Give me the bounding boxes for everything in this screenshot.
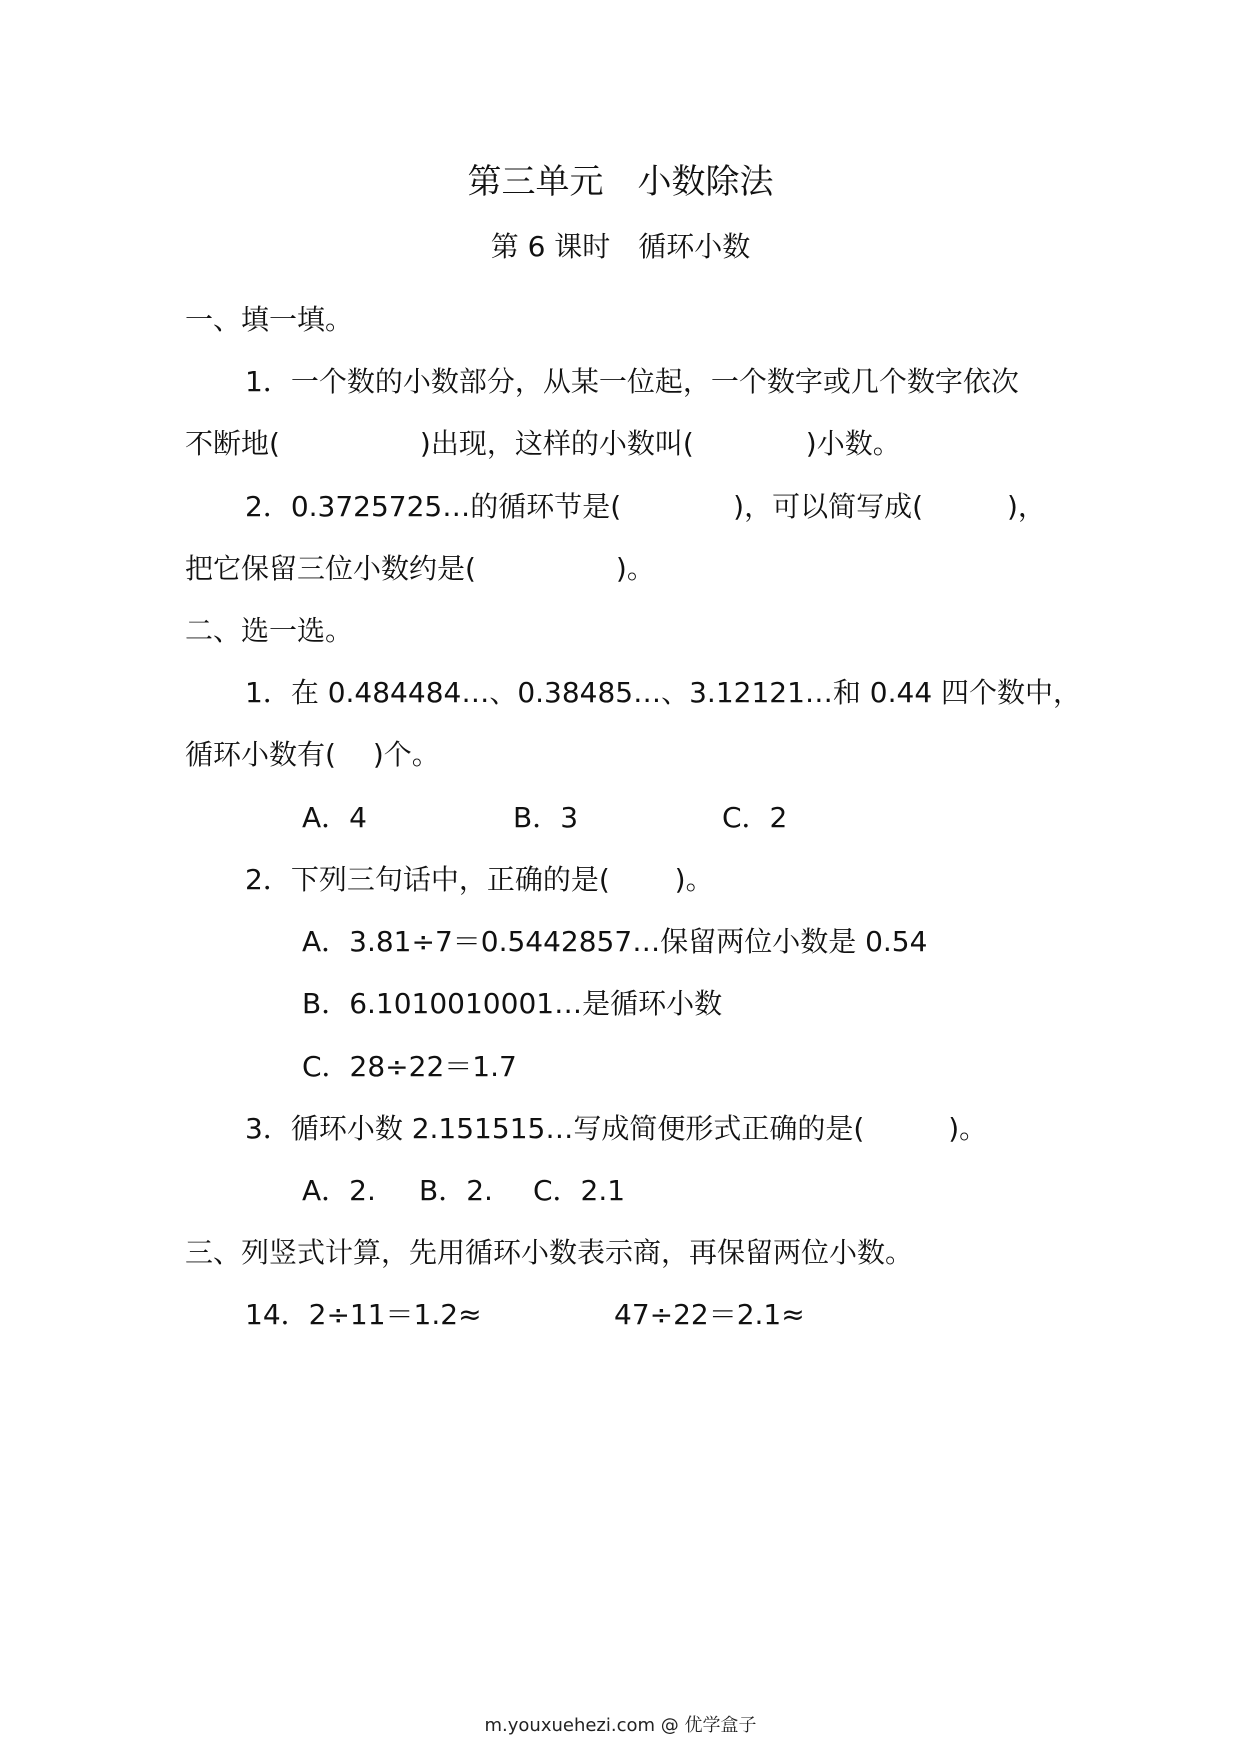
section2-q1-option-c: C．2 <box>722 801 788 834</box>
section1-q2-line1: 2．0.3725725…的循环节是( )，可以简写成( )， <box>245 490 1046 523</box>
section3-calc-2: 47÷22＝2.1≈ <box>614 1298 805 1331</box>
section2-heading: 二、选一选。 <box>185 614 354 647</box>
section2-q1-line1: 1．在 0.484484…、0.38485…、3.12121…和 0.44 四个数中， <box>245 676 1082 709</box>
section2-q2-stem: 2．下列三句话中，正确的是( )。 <box>245 863 714 896</box>
section2-q1-option-b: B．3 <box>513 801 579 834</box>
page-title: 第三单元 小数除法 <box>467 162 774 202</box>
section2-q3-option-b: B．2. <box>419 1174 493 1207</box>
section1-q1-line1: 1．一个数的小数部分，从某一位起，一个数字或几个数字依次 <box>245 365 1019 398</box>
section2-q3-stem: 3．循环小数 2.151515…写成简便形式正确的是( )。 <box>245 1112 988 1145</box>
section1-q2-line2: 把它保留三位小数约是( )。 <box>185 552 655 585</box>
section3-heading: 三、列竖式计算，先用循环小数表示商，再保留两位小数。 <box>185 1236 914 1269</box>
section2-q1-line2: 循环小数有( )个。 <box>185 738 440 771</box>
section2-q3-option-c: C．2.1 <box>533 1174 626 1207</box>
section2-q2-option-b: B．6.1010010001…是循环小数 <box>302 987 723 1020</box>
section2-q2-option-c: C．28÷22＝1.7 <box>302 1050 517 1083</box>
section1-q1-line2: 不断地( )出现，这样的小数叫( )小数。 <box>185 427 901 460</box>
section2-q2-option-a: A．3.81÷7＝0.5442857…保留两位小数是 0.54 <box>302 925 928 958</box>
section3-calc-1: 14．2÷11＝1.2≈ <box>245 1298 482 1331</box>
section1-heading: 一、填一填。 <box>185 303 354 336</box>
section2-q1-option-a: A．4 <box>302 801 367 834</box>
lesson-subtitle: 第 6 课时 循环小数 <box>490 230 751 263</box>
footer-watermark: m.youxuehezi.com @ 优学盒子 <box>484 1715 757 1736</box>
section2-q3-option-a: A．2. <box>302 1174 376 1207</box>
